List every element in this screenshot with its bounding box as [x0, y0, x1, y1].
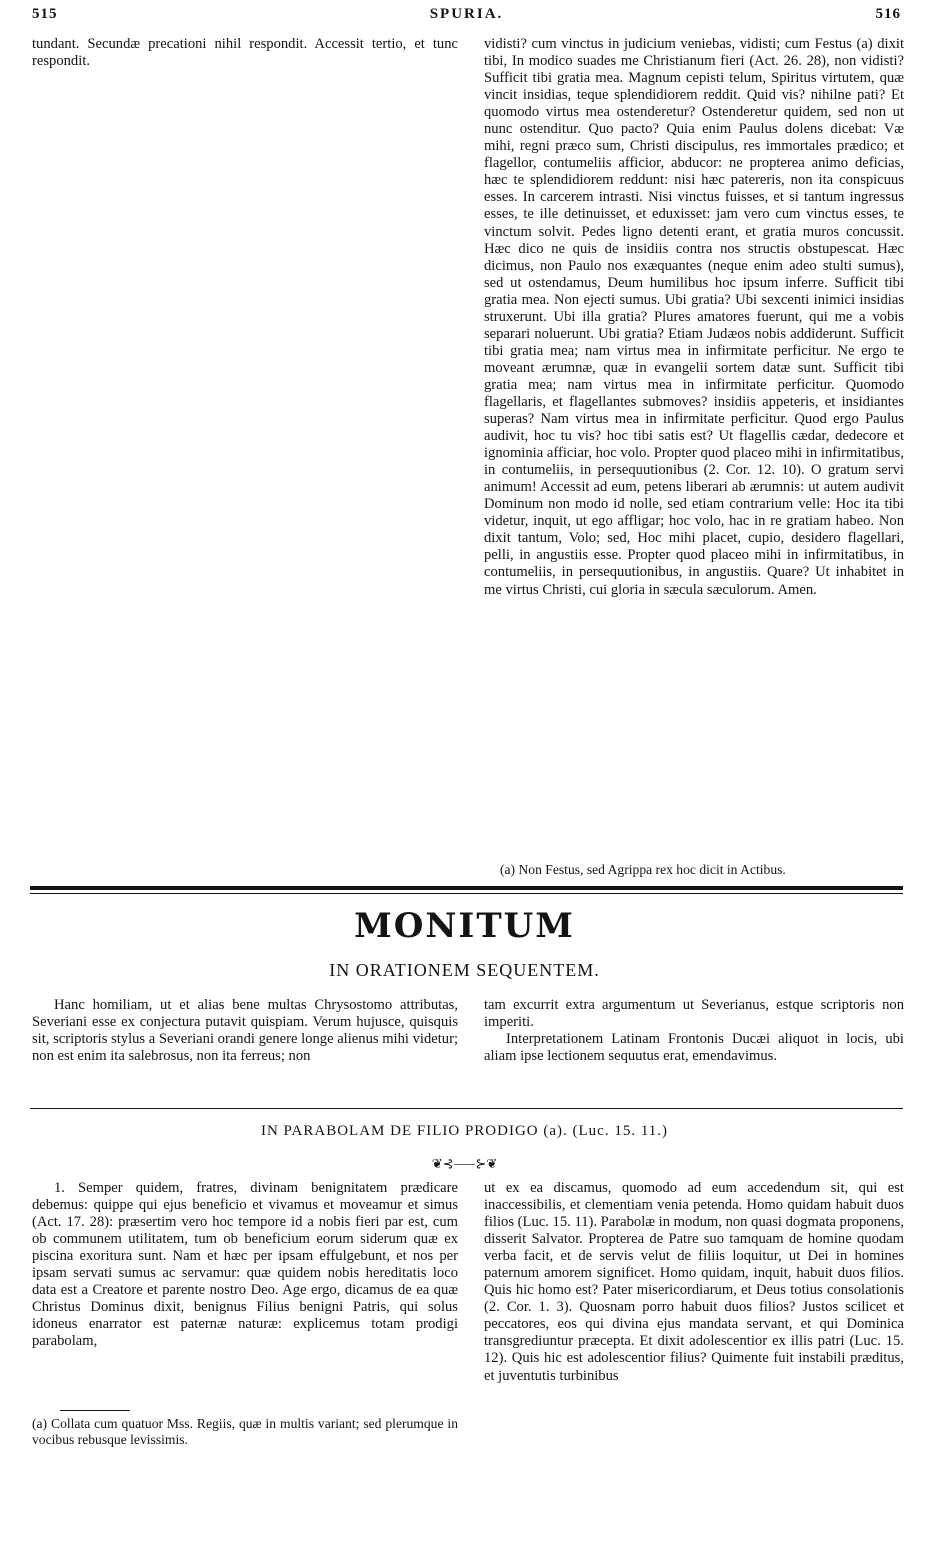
page-number-left: 515 — [32, 6, 58, 22]
running-title: SPURIA. — [429, 6, 504, 22]
paragraph: Interpretationem Latinam Frontonis Ducæi aliquot in locis, ubi aliam ipse lectionem sequutus erat, emendavimus. — [484, 1031, 904, 1065]
homily-heading: IN PARABOLAM DE FILIO PRODIGO (a). (Luc. 15. 11.) — [260, 1123, 669, 1139]
paragraph: ut ex ea discamus, quomodo ad eum accedendum sit, qui est inaccessibilis, et clementiam venia petenda. Homo quidam habuit duos filios (Luc. 15. 11). Parabolæ in modum, non quasi dogmata proponens, disserit Salvator. Propterea de Patre suo tamquam de homine quodam verba facit, et de servis velut de filiis loquitur, ut Dei in homines paternum amorem significet. Homo quidam, inquit, habuit duos filios. Quis hic homo est? Pater misericordiarum, et Deus totius consolationis (2. Cor. 1. 3). Quosnam porro habuit duos filios? Justos scilicet et peccatores, eos qui divina ejus mandata servant, et qui Dominica transgrediuntur præcepta. Et dixit adolescentior ex illis patri (Luc. 15. 12). Quis hic est adolescentior filius? Quimente fuit instabili præditus, et juventutis turbinibus — [484, 1180, 904, 1384]
homily-column-left — [32, 1180, 458, 1350]
text-column-right — [484, 36, 904, 599]
section-divider — [30, 1108, 903, 1109]
monitum-subheading: IN ORATIONEM SEQUENTEM. — [329, 960, 600, 980]
footnote-rule — [60, 1410, 130, 1411]
section-divider-thin — [30, 893, 903, 894]
paragraph: tam excurrit extra argumentum ut Severianus, estque scriptoris non imperiti. — [484, 997, 904, 1031]
monitum-column-left — [32, 997, 458, 1065]
homily-column-right — [484, 1180, 904, 1385]
footnote-left-column: (a) Collata cum quatuor Mss. Regiis, quæ in multis variant; sed plerumque in vocibus rebusque levissimis. — [32, 1416, 458, 1447]
paragraph: 1. Semper quidem, fratres, divinam benignitatem prædicare debemus: quippe qui ejus beneficio et vivamus et moveamur et simus (Act. 17. 28): præsertim vero hoc tempore id a nobis fieri par est, cum ob communem utilitatem, tum ob beneficium eorum siderum quæ ex piscina exoritura sunt. Nam et hæc per ipsam effulgebunt, et nos per ipsam servati sumus ac servamur: quæ quidem nobis hereditatis loco data est a Creatore et parente nostro Deo. Age ergo, dicamus de ea quæ Christus Dominus dixit, benignus Filius benigni Patris, qui solus idoneus enarrator est paternæ naturæ: explicemus totam prodigi parabolam, — [32, 1180, 458, 1350]
footnote-right-column: (a) Non Festus, sed Agrippa rex hoc dicit in Actibus. — [500, 862, 786, 877]
paragraph: Hanc homiliam, ut et alias bene multas Chrysostomo attributas, Severiani esse ex conjectura putavit quispiam. Verum hujusce, quisquis sit, scriptoris stylus a Severiani orandi genere longe alienus mihi videtur; non est enim ita salebrosus, non ita ferreus; non — [32, 997, 458, 1065]
text-column-left — [32, 36, 458, 70]
paragraph: vidisti? cum vinctus in judicium veniebas, vidisti; cum Festus (a) dixit tibi, In modico suades me Christianum fieri (Act. 26. 28), non vidisti? Sufficit tibi gratia mea. Magnum cepisti telum, Spiritus virtutem, quæ vincit insidias, teque splendidiorem reddit. Quid vis? nihilne pati? Et quomodo virtus mea ostenderetur? Ostenderetur quidem, sed non ut nunc ostenditur. Quo pacto? Quia enim Paulus dolens dicebat: Væ mihi, regni præco sum, Christi discipulus, res immortales prædico; et flagellor, contumeliis afficior, abducor: ne propterea animo deficias, hæc te splendidiorem reddunt: nisi hæc patereris, non ita conspicuus esses. In carcerem intrasti. Nisi vinctus fuisses, et si tantum ingressus esses, te ille detinuisset, et eduxisset: jam vero cum vinctus esses, te vinctum solvit. Pedes ligno detenti erant, et gratia muros concussit. Hæc dico ne quis de insidiis contra nos structis obstupescat. Hæc dicimus, non Paulo nos exæquantes (neque enim adeo stulti sumus), sed ut ostendamus, Deum humilibus hoc ipsum inferre. Sufficit tibi gratia mea. Non ejecti sumus. Ubi gratia? Ubi sexcenti inimici insidias struxerunt. Ubi illa gratia? Plures amatores fuerunt, qui me a vobis separari noluerunt. Ubi gratia? Etiam Judæos nobis addiderunt. Sufficit tibi gratia mea; nam virtus mea in infirmitate perficitur. Ne ergo te moveant ærumnæ, quæ in evangelii sortem datæ sunt. Sufficit tibi gratia mea; nam virtus mea in infirmitate perficitur. Quomodo flagellaris, et flagellantes submoves? insidiis appeteris, et insidiantes superas? Nam virtus mea in infirmitate perficitur. Quod ergo Paulus audivit, hoc tu vis? hoc tibi satis est? Ut flagellis cædar, dedecore et ignominia afficiar, hoc volo. Propter quod placeo mihi in infirmitatibus, in contumeliis, in persequutionibus (2. Cor. 12. 10). O gratum servi animum! Accessit ad eum, petens liberari ab ærumnis: ut autem audivit Dominum non modo id nolle, sed etiam contrarium velle: Hoc ita tibi videtur, inquit, ut ego affligar; hoc volo, hac in re gratiam habeo. Non dixit tantum, Volo; sed, Hoc mihi placet, cupio, desidero flagellari, pelli, in angustiis esse. Propter quod placeo mihi in infirmitatibus, in contumeliis, in persequutionibus, in angustiis. Quare? Ut inhabitet in me virtus Christi, cui gloria in sæcula sæculorum. Amen. — [484, 36, 904, 598]
ornament-icon: ❦⊰⸺⊱❦ — [431, 1156, 498, 1171]
monitum-heading: MONITUM — [354, 906, 575, 946]
section-divider-thick — [30, 886, 903, 890]
page-number-right: 516 — [875, 6, 901, 22]
running-header — [32, 6, 901, 28]
monitum-column-right — [484, 997, 904, 1065]
paragraph: tundant. Secundæ precationi nihil respondit. Accessit tertio, et tunc respondit. — [32, 36, 458, 70]
